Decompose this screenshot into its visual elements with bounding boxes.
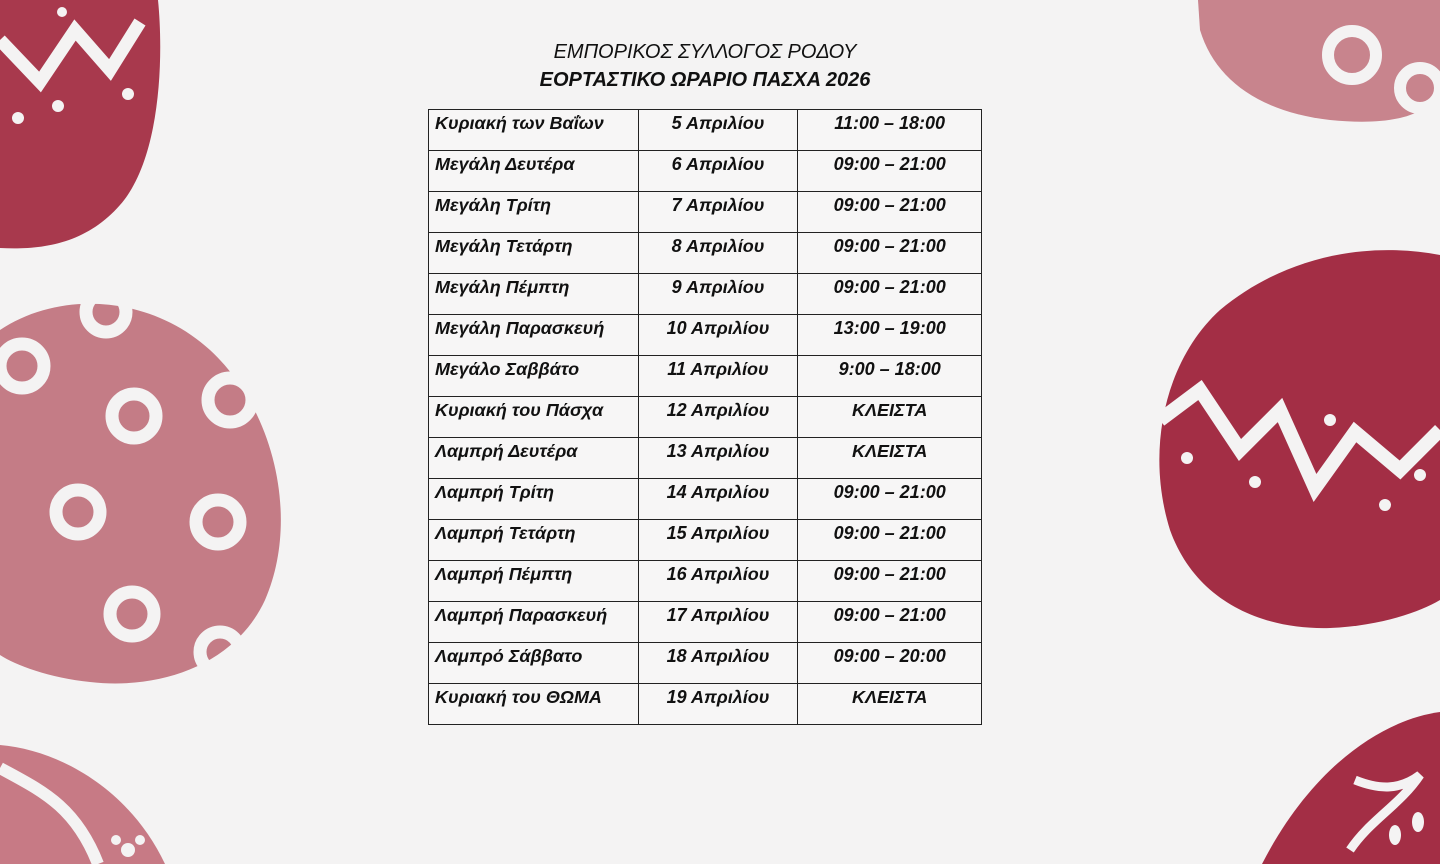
table-row <box>429 233 982 274</box>
hours-cell: ΚΛΕΙΣΤΑ <box>798 397 982 438</box>
table-row <box>429 643 982 684</box>
hours-cell: 09:00 – 21:00 <box>798 192 982 233</box>
hours-cell: 11:00 – 18:00 <box>798 110 982 151</box>
day-cell: Μεγάλο Σαββάτο <box>429 356 639 397</box>
date-cell: 10 Απριλίου <box>638 315 798 356</box>
day-cell: Μεγάλη Δευτέρα <box>429 151 639 192</box>
date-cell: 11 Απριλίου <box>638 356 798 397</box>
table-row <box>429 397 982 438</box>
day-cell: Κυριακή των Βαΐων <box>429 110 639 151</box>
hours-cell: 09:00 – 21:00 <box>798 274 982 315</box>
hours-cell: 13:00 – 19:00 <box>798 315 982 356</box>
egg-top-left <box>0 0 160 248</box>
day-cell: Λαμπρή Παρασκευή <box>429 602 639 643</box>
day-cell: Μεγάλη Πέμπτη <box>429 274 639 315</box>
date-cell: 19 Απριλίου <box>638 684 798 725</box>
page-title: ΕΟΡΤΑΣΤΙΚΟ ΩΡΑΡΙΟ ΠΑΣΧΑ 2026 <box>539 69 871 91</box>
date-cell: 18 Απριλίου <box>638 643 798 684</box>
day-cell: Λαμπρό Σάββατο <box>429 643 639 684</box>
day-cell: Λαμπρή Τρίτη <box>429 479 639 520</box>
date-cell: 6 Απριλίου <box>638 151 798 192</box>
date-cell: 5 Απριλίου <box>638 110 798 151</box>
date-cell: 16 Απριλίου <box>638 561 798 602</box>
day-cell: Μεγάλη Παρασκευή <box>429 315 639 356</box>
egg-left-middle <box>0 292 281 683</box>
day-cell: Λαμπρή Δευτέρα <box>429 438 639 479</box>
table-row <box>429 684 982 725</box>
hours-cell: 09:00 – 20:00 <box>798 643 982 684</box>
hours-cell: 09:00 – 21:00 <box>798 479 982 520</box>
hours-cell: 9:00 – 18:00 <box>798 356 982 397</box>
date-cell: 9 Απριλίου <box>638 274 798 315</box>
table-row <box>429 561 982 602</box>
organization-title: ΕΜΠΟΡΙΚΟΣ ΣΥΛΛΟΓΟΣ ΡΟΔΟΥ <box>553 41 857 63</box>
table-row <box>429 110 982 151</box>
table-row <box>429 151 982 192</box>
hours-cell: 09:00 – 21:00 <box>798 233 982 274</box>
holiday-schedule-table <box>428 109 982 725</box>
hours-cell: 09:00 – 21:00 <box>798 520 982 561</box>
day-cell: Λαμπρή Πέμπτη <box>429 561 639 602</box>
table-row <box>429 192 982 233</box>
hours-cell: 09:00 – 21:00 <box>798 602 982 643</box>
hours-cell: ΚΛΕΙΣΤΑ <box>798 438 982 479</box>
date-cell: 8 Απριλίου <box>638 233 798 274</box>
table-row <box>429 520 982 561</box>
egg-bottom-right <box>1262 712 1440 864</box>
date-cell: 12 Απριλίου <box>638 397 798 438</box>
date-cell: 7 Απριλίου <box>638 192 798 233</box>
day-cell: Λαμπρή Τετάρτη <box>429 520 639 561</box>
egg-right-middle <box>1159 250 1440 628</box>
egg-top-right <box>1198 0 1440 122</box>
hours-cell: ΚΛΕΙΣΤΑ <box>798 684 982 725</box>
date-cell: 17 Απριλίου <box>638 602 798 643</box>
day-cell: Κυριακή του Πάσχα <box>429 397 639 438</box>
date-cell: 14 Απριλίου <box>638 479 798 520</box>
hours-cell: 09:00 – 21:00 <box>798 561 982 602</box>
table-row <box>429 274 982 315</box>
title-block <box>428 38 982 94</box>
table-row <box>429 356 982 397</box>
table-row <box>429 479 982 520</box>
egg-bottom-left <box>0 745 165 864</box>
hours-cell: 09:00 – 21:00 <box>798 151 982 192</box>
day-cell: Κυριακή του ΘΩΜΑ <box>429 684 639 725</box>
table-row <box>429 602 982 643</box>
day-cell: Μεγάλη Τετάρτη <box>429 233 639 274</box>
day-cell: Μεγάλη Τρίτη <box>429 192 639 233</box>
table-row <box>429 438 982 479</box>
date-cell: 13 Απριλίου <box>638 438 798 479</box>
table-row <box>429 315 982 356</box>
date-cell: 15 Απριλίου <box>638 520 798 561</box>
